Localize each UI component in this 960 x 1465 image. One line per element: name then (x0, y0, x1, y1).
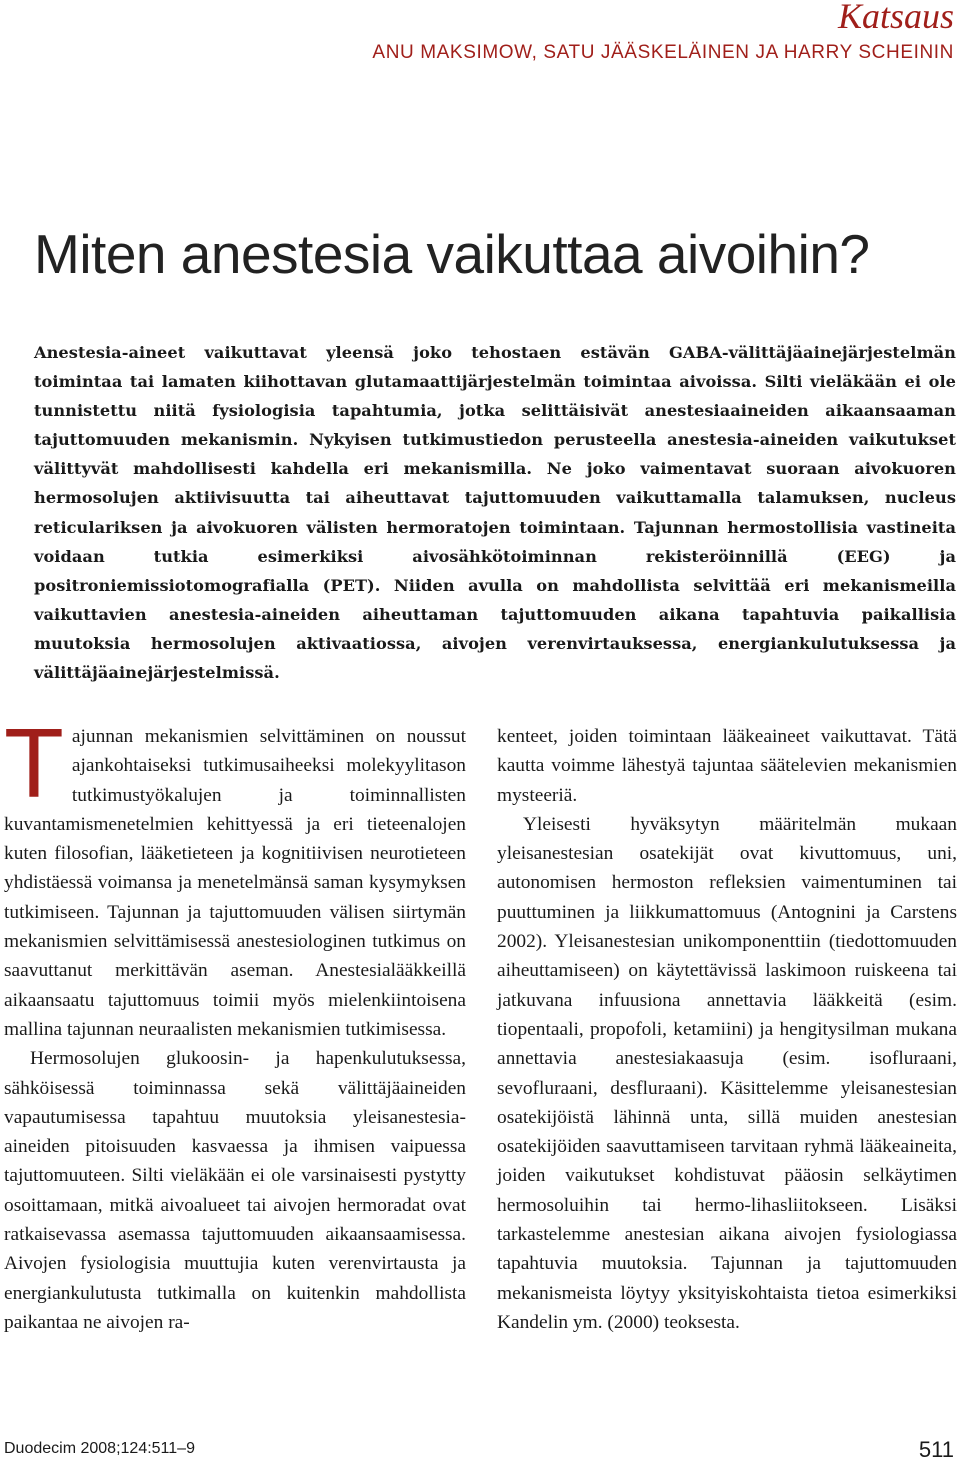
body-column-right (497, 722, 957, 1337)
author-list: ANU MAKSIMOW, SATU JÄÄSKELÄINEN JA HARRY SCHEININ (372, 42, 954, 63)
body-paragraph: Hermosolujen glukoosin- ja hapenkulutuksessa, sähköisessä toiminnassa sekä välittäjäaineiden vapautumisessa tapahtuu muutoksia yleisanestesia-aineiden pitoisuuden kasvaessa ja ihmisen vaipuessa tajuttomuuteen. Silti vieläkään ei ole varsinaisesti pystytty osoittamaan, mitkä aivoalueet tai aivojen hermoradat ovat ratkaisevassa asemassa tajuttomuuden aikaansaamisessa. Aivojen fysiologisia muuttujia kuten verenvirtausta ja energiankulutusta tutkimalla on kuitenkin mahdollista paikantaa ne aivojen ra- (4, 1048, 466, 1333)
body-column-left (4, 708, 466, 1337)
body-paragraph (4, 708, 466, 1044)
paragraph-text: ajunnan mekanismien selvittäminen on noussut ajankohtaiseksi tutkimusaiheeksi molekyylitason tutkimustyökalujen ja toiminnallisten kuvantamismenetelmien kehittyessä ja eri tieteenalojen kuten filosofian, lääketieteen ja kognitiivisen neurotieteen yhdistäessä voimansa ja menetelmänsä saman kysymyksen tutkimiseen. Tajunnan ja tajuttomuuden välisen siirtymän mekanismien selvittämisessä anestesiologinen tutkimus on saavuttanut merkittävän aseman. Anestesialääkkeillä aikaansaatu tajuttomuus toimii myös mielenkiintoisena mallina tajunnan neuraalisten mekanismien tutkimisessa. (4, 726, 466, 1040)
section-label: Katsaus (837, 0, 954, 36)
article-abstract: Anestesia-aineet vaikuttavat yleensä joko tehostaen estävän GABA-välittäjäainejärjestelmän toimintaa tai lamaten kiihottavan glutamaattijärjestelmän toimintaa aivoissa. Silti vieläkään ei ole tunnistettu niitä fysiologisia tapahtumia, jotka selittäisivät anestesiaaineiden aikaansaaman tajuttomuuden mekanismin. Nykyisen tutkimustiedon perusteella anestesia-aineiden vaikutukset välittyvät mahdollisesti kahdella eri mekanismilla. Ne joko vaimentavat suoraan aivokuoren hermosolujen aktiivisuutta tai aiheuttavat tajuttomuuden vaikuttamalla talamuksen, nucleus reticulariksen ja aivokuoren välisten hermoratojen toimintaan. Tajunnan hermostollisia vastineita voidaan tutkia esimerkiksi aivosähkötoiminnan rekisteröinnillä (EEG) ja positroniemissiotomografialla (PET). Niiden avulla on mahdollista selvittää eri mekanismeilla vaikuttavien anestesia-aineiden aiheuttaman tajuttomuuden aikana tapahtuvia paikallisia muutoksia hermosolujen aktivaatiossa, aivojen verenvirtauksessa, energiankulutuksessa ja välittäjäainejärjestelmissä. (34, 343, 956, 683)
body-paragraph: kenteet, joiden toimintaan lääkeaineet vaikuttavat. Tätä kautta voimme lähestyä tajuntaa säätelevien mekanismien mysteeriä. (497, 726, 957, 806)
drop-cap: T (4, 708, 64, 818)
body-paragraph: Yleisesti hyväksytyn määritelmän mukaan yleisanestesian osatekijät ovat kivuttomuus, uni, autonomisen hermoston refleksien vaimentuminen tai puuttuminen ja liikkumattomuus (Antognini ja Carstens 2002). Yleisanestesian unikomponenttiin (tiedottomuuden aiheuttamiseen) on käytettävissä laskimoon ruiskeena tai jatkuvana infuusiona annettavia lääkkeitä (esim. tiopentaali, propofoli, ketamiini) ja hengitysilman mukana annettavia anestesiakaasuja (esim. isofluraani, sevofluraani, desfluraani). Käsittelemme yleisanestesian osatekijöistä lähinnä unta, sillä muiden anestesian osatekijöiden saavuttamiseen tarvitaan ryhmä lääkeaineita, joiden vaikutukset kohdistuvat pääosin selkäytimen hermosoluihin tai hermo-lihasliitokseen. Lisäksi tarkastelemme anestesian aikana aivojen fysiologiassa tapahtuvia muutoksia. Tajunnan ja tajuttomuuden mekanismeista löytyy yksityiskohtaista tietoa esimerkiksi Kandelin ym. (2000) teoksesta. (497, 813, 957, 1333)
journal-citation: Duodecim 2008;124:511–9 (4, 1440, 195, 1457)
article-title: Miten anestesia vaikuttaa aivoihin? (34, 223, 870, 285)
page-number: 511 (918, 1437, 954, 1462)
